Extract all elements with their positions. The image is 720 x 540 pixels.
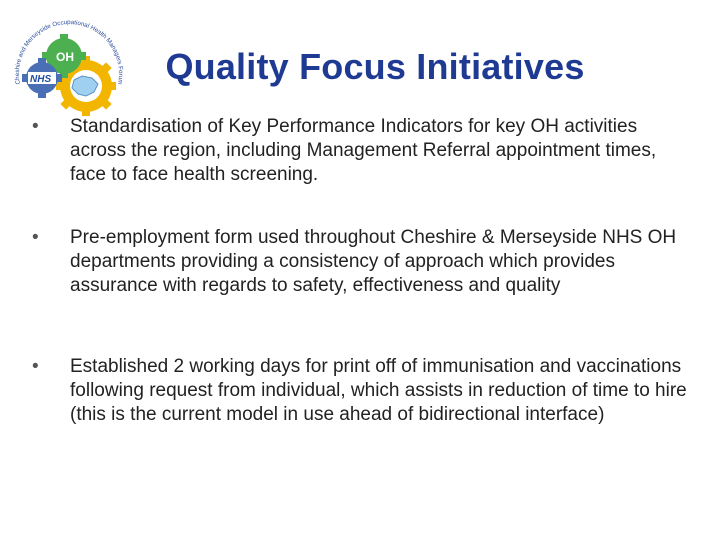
forum-logo bbox=[6, 14, 130, 122]
bullet-item bbox=[28, 355, 693, 427]
bullet-text: Standardisation of Key Performance Indicators for key OH activities across the region, including Management Referral appointment times, face to face health screening. bbox=[70, 116, 657, 185]
bullet-item bbox=[28, 226, 693, 298]
oh-label: OH bbox=[56, 50, 74, 64]
nhs-label: NHS bbox=[30, 74, 52, 85]
slide-title: Quality Focus Initiatives bbox=[165, 46, 585, 87]
bullet-item bbox=[28, 115, 693, 187]
bullet-text: Established 2 working days for print off of immunisation and vaccinations following request from individual, which assists in reduction of time to hire (this is the current model in use ahead of bidirectional interface) bbox=[70, 356, 687, 425]
bullet-dot-icon: • bbox=[32, 116, 39, 137]
bullet-dot-icon: • bbox=[32, 356, 39, 377]
bullet-text: Pre-employment form used throughout Cheshire & Merseyside NHS OH departments providing a consistency of approach which provides assurance with regards to safety, effectiveness and quality bbox=[70, 227, 677, 296]
logo-ring-text: Cheshire and Merseyside Occupational Health Managers Forum bbox=[13, 19, 125, 86]
bullet-dot-icon: • bbox=[32, 227, 39, 248]
